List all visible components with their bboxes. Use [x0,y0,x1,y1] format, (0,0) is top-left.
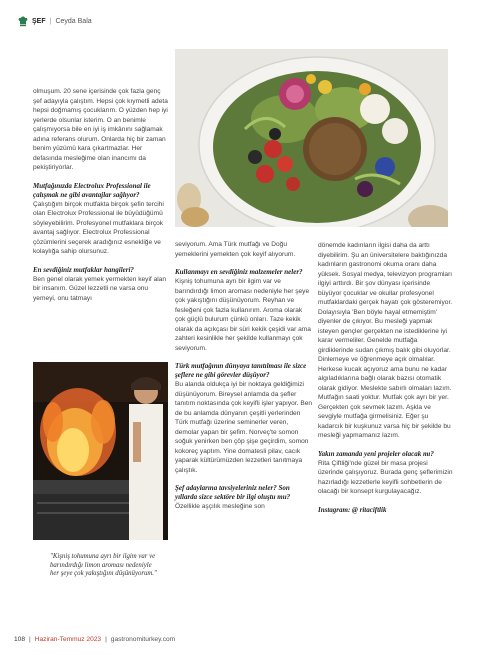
page-header [18,16,92,27]
question-favorite-cuisines: En sevdiğiniz mutfaklar hangileri? [33,265,134,274]
answer-turkish-cuisine: Bu alanda oldukça iyi bir noktaya geldiğimizi düşünüyorum. Bireysel anlamda da şefler tanıtım noktasında çok keyifli işler yapıyor. Ben de bu anlamda dünyanın çeşitli yerlerinden Türk mutfağı üzerine seminerler veren, demolar yapan bir şefim. Norveç'te somon soğuk yenirken ben çöp şişe geçirdim, somon kokoreç yaptım. Yine domatesli pilav, cacık yaparak kültürümüzden lezzetleri tanıtmaya çalıştık. [175,381,313,474]
salad-bowl-photo [175,49,448,227]
website-link[interactable]: gastronomiturkey.com [110,636,176,643]
chef-flambe-photo [33,362,168,540]
answer-favorite-cuisines: Ben genel olarak yemek yermekten keyif alan bir insanım. Güzel lezzetli ne varsa onu yemeyi, onu tatmayı [33,275,167,302]
pull-quote: "Kişniş tohumuna ayrı bir ilgim var ve barındırdığı limon aroması nedeniyle her şeye çok yakıştığını düşünüyorum." [50,553,157,578]
footer-separator: | [29,636,31,643]
issue-label: Haziran-Temmuz 2023 [34,636,102,643]
question-electrolux: Mutfağınızda Electrolux Professional ile çalışmak ne gibi avantajlar sağlıyor? [33,181,151,199]
section-label: ŞEF [32,18,46,25]
page-number: 108 [14,636,26,643]
question-projects: Yakın zamanda yeni projeler olacak mı? [318,449,434,458]
answer-advice-start: Özellikle aşçılık mesleğine son [175,503,265,510]
answer-electrolux: Çalıştığım birçok mutfakta birçok şefin tercihi olan Electrolux Professional ile büyüdüğümü söyleyebilirim. Profesyonel mutfaklara birçok avantaj sağlıyor. Electrolux Professional çözümlerini seçerek aradığınız esnekliğe ve kolaylığa sahip olursunuz. [33,200,164,255]
answer-projects: Rita Çiftliği'nde güzel bir masa projesi üzerinde çalışıyoruz. Burada genç şeflerimizin hazırladığı lezzetlerle keyifli sohbetlerin de olacağı bir konsept kurgulayacağız. [318,459,453,495]
header-separator: | [49,18,52,25]
question-turkish-cuisine: Türk mutfağının dünyaya tanıtılması ile sizce şeflere ne gibi görevler düşüyor? [175,362,307,379]
instagram-handle: Instagram: @ ritaciftlik [318,505,387,514]
chef-hat-icon [18,16,28,27]
page-footer [14,636,175,643]
col2-lead: seviyorum. Ama Türk mutfağı ve Doğu yemeklerini yemekten çok keyif alıyorum. [175,241,296,258]
column-2 [175,240,313,512]
answer-ingredients: Kişniş tohumuna ayrı bir ilgim var ve barındırdığı limon aroması nedeniyle her şeye çok yakıştığını düşünüyorum. Reyhan ve fesleğeni çok fazla kullanırım. Aroma olarak çok güçlü bulurum çünkü onları. Taze kekik olarak da açıkçası bir süri kekik çeşidi var ama zahteri kesinlikle her şekilde kullanmayı çok seviyorum. [175,278,311,352]
question-advice: Şef adaylarına tavsiyeleriniz neler? Son yıllarda sizce sektöre bir ilgi oluştu mu? [175,484,291,501]
column-3 [318,241,454,515]
footer-separator: | [105,636,107,643]
question-ingredients: Kullanmayı en sevdiğiniz malzemeler neler? [175,268,303,276]
col3-lead: dönemde kadınların ilgisi daha da arttı diyebilirim. Şu an üniversitelere baktığınızda kadınların gastronomi okuma oranı daha yüksek. Sosyal medya, televizyon programları ilgiyi arttırdı. Bir şov dünyası içerisinde büyüyor çocuklar ve okullar profesyonel mutfaklardaki gerçek hayatı çok gösteremiyor. Dolayısıyla 'Ben böyle hayal etmemiştim' diyenler de çıkıyor. Bu mesleği yapmak isteyen gençler gerçekten ne istediklerine iyi karar vermeliler. Genelde mutfağa girdiklerinde sudan çıkmış balık gibi oluyorlar. Dinlemeye ve öğrenmeye açık olmalılar. Herkese kucak açıyoruz ama bunu ne kadar algıladıklarına bağlı olarak bazısı otomatik olarak gidiyor. Meslekte sabırlı olmaları lazım. Mutfağın saati yoktur. Mutfak çok ayrı bir yer. Gerçekten çok sevmek lazım. Aşkla ve sevgiyle mutfağa girmelisiniz. Eğer şu kadarcık bir kuşkunuz varsa hiç bir şekilde bu mesleği yapmamanız lazım. [318,242,453,439]
intro-paragraph: olmuşum. 20 sene içerisinde çok fazla genç şef adayıyla çalıştım. Hepsi çok kıymetli adeta hepsi doğmamış çocuklarım. O yüzden hep iyi yerlerde olsunlar isterim. O an benimle çalışmıyorsa bile en iyi iş imkânını sağlamak adına referans olurum. Onlarda hiç bir zaman benim yüzümü kara çıkartmazlar. Her defasında mesleğime olan inancımı da pekiştiriyorlar. [33,88,168,171]
author-name: Ceyda Bala [55,18,92,25]
column-1 [33,87,169,303]
